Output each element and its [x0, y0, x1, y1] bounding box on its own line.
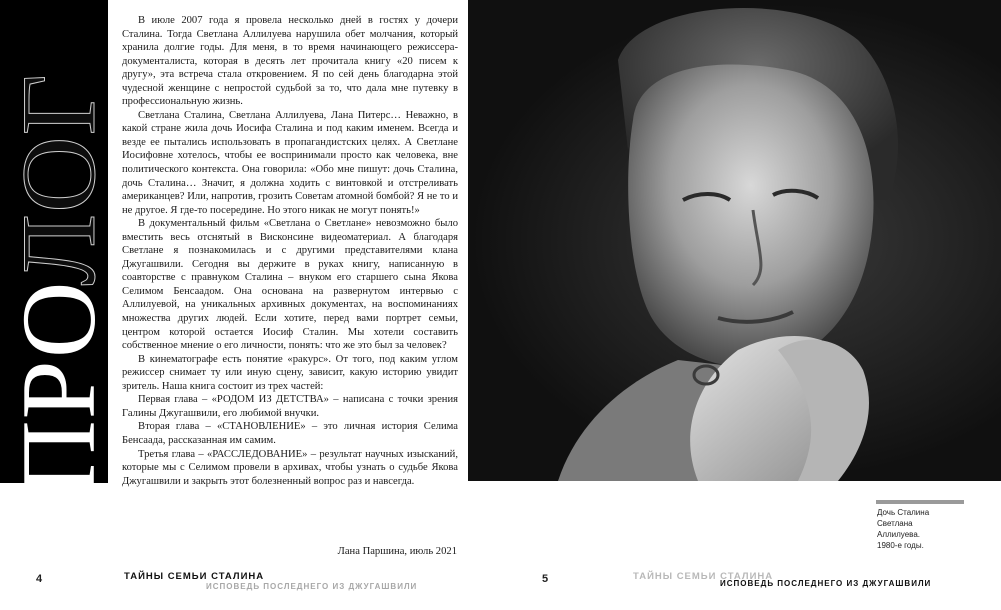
paragraph: Первая глава – «РОДОМ ИЗ ДЕТСТВА» – написана с точки зрения Галины Джугашвили, его любимой внучки.	[122, 394, 458, 419]
caption-line: 1980-е годы.	[877, 541, 924, 550]
paragraph: Вторая глава – «СТАНОВЛЕНИЕ» – это личная история Селима Бенсаада, рассказанная им самим.	[122, 421, 458, 446]
running-head-subtitle-right: ИСПОВЕДЬ ПОСЛЕДНЕГО ИЗ ДЖУГАШВИЛИ	[720, 579, 932, 588]
page-number-left: 4	[36, 573, 43, 585]
portrait-photo	[468, 0, 1001, 481]
author-signature: Лана Паршина, июль 2021	[337, 546, 457, 557]
chapter-title-vertical	[0, 73, 117, 497]
photo-caption	[877, 507, 967, 551]
running-head-title-left: ТАЙНЫ СЕМЬИ СТАЛИНА	[124, 571, 265, 582]
caption-line: Дочь Сталина	[877, 508, 930, 517]
chapter-title-white-part: ПРО	[0, 285, 117, 497]
paragraph: В документальный фильм «Светлана о Светлане» невозможно было вместить весь отснятый в Висконсине видеоматериал. А благодаря Светлане я познакомилась и с другими представителями клана Джугашвили. Сегодня вы держите в руках книгу, написанную в соавторстве с правнуком Сталина – внуком его старшего сына Якова Селимом Бенсаадом. Она основана на развернутом интервью с Аллилуевой, на уникальных архивных документах, на воспоминаниях множества других людей. Если хотите, перед вами портрет семьи, центром которой остается Иосиф Сталин. Мы хотели составить собственное мнение о его личности, понять: что же это был за человек?	[122, 218, 458, 352]
running-head-title-right: ТАЙНЫ СЕМЬИ СТАЛИНА	[633, 571, 774, 582]
caption-line: Светлана	[877, 519, 913, 528]
paragraph: В кинематографе есть понятие «ракурс». От того, под каким углом режиссер снимает ту или иную сцену, зависит, какую историю увидит зритель. Наша книга состоит из трех частей:	[122, 353, 458, 392]
paragraph: Третья глава – «РАССЛЕДОВАНИЕ» – результат научных изысканий, которые мы с Селимом провели в архивах, чтобы узнать о судьбе Якова Джугашвили и закрыть этот болезненный вопрос раз и навсегда.	[122, 448, 458, 487]
chapter-title-dark-part: ЛОГ	[0, 73, 117, 286]
running-head-subtitle-left: ИСПОВЕДЬ ПОСЛЕДНЕГО ИЗ ДЖУГАШВИЛИ	[206, 582, 418, 591]
page-number-right: 5	[542, 573, 549, 585]
body-text	[122, 14, 458, 488]
portrait-illustration	[468, 0, 1001, 481]
paragraph: Светлана Сталина, Светлана Аллилуева, Лана Питерс… Неважно, в какой стране жила дочь Иосифа Сталина и под каким именем. Всегда и везде ее пытались использовать в пропагандистских целях. А Светлане Иосифовне хотелось, чтобы ее воспринимали просто как человека, вне политического контекста. Она говорила: «Обо мне пишут: дочь Сталина, дочь Сталина… Значит, я должна ходить с винтовкой и отстреливать американцев? Или, напротив, грозить Советам атомной бомбой? Я не то и не другое. Я где-то посередине. Но этого никак не могут понять!»	[122, 109, 458, 216]
paragraph: В июле 2007 года я провела несколько дней в гостях у дочери Сталина. Тогда Светлана Аллилуева нарушила обет молчания, который хранила долгие годы. Для меня, в то время начинающего режиссера-документалиста, которая в десять лет прочитала книгу «20 писем к другу», эта встреча стала откровением. Я по сей день благодарна этой чудесной женщине с непростой судьбой за то, что дала мне путевку в профессиональную жизнь.	[122, 15, 458, 108]
caption-rule	[876, 500, 964, 504]
caption-line: Аллилуева.	[877, 530, 920, 539]
